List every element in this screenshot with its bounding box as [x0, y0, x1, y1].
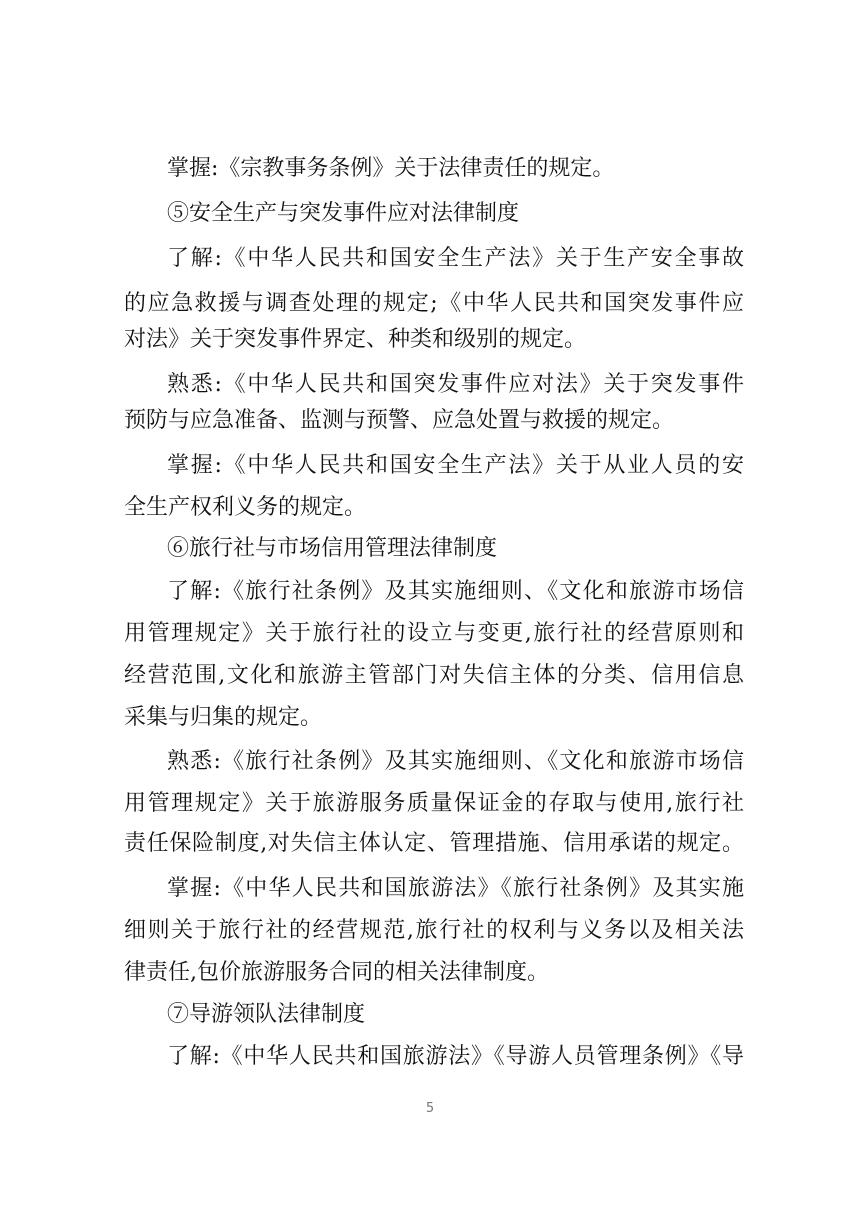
paragraph-line: 了解:《中华人民共和国旅游法》《导游人员管理条例》《导	[167, 1044, 744, 1069]
section-heading: ⑦导游领队法律制度	[167, 1002, 366, 1027]
section-heading: ⑥旅行社与市场信用管理法律制度	[167, 536, 498, 561]
section-heading: ⑤安全生产与突发事件应对法律制度	[167, 201, 520, 226]
paragraph-line: 熟悉:《中华人民共和国突发事件应对法》关于突发事件	[167, 372, 744, 397]
paragraph-line: 用管理规定》关于旅游服务质量保证金的存取与使用,旅行社	[124, 791, 744, 816]
paragraph-line: 掌握:《中华人民共和国旅游法》《旅行社条例》及其实施	[167, 876, 744, 901]
paragraph-line: 了解:《旅行社条例》及其实施细则、《文化和旅游市场信	[167, 579, 744, 604]
page-number: 5	[425, 1101, 435, 1116]
paragraph-line: 熟悉:《旅行社条例》及其实施细则、《文化和旅游市场信	[167, 749, 744, 774]
paragraph-line: 了解:《中华人民共和国安全生产法》关于生产安全事故	[167, 246, 744, 271]
paragraph-line: 细则关于旅行社的经营规范,旅行社的权利与义务以及相关法	[124, 918, 744, 943]
paragraph-line: 掌握:《中华人民共和国安全生产法》关于从业人员的安	[167, 453, 744, 478]
paragraph-line: 全生产权利义务的规定。	[124, 495, 367, 520]
paragraph-line: 掌握:《宗教事务条例》关于法律责任的规定。	[167, 156, 615, 181]
paragraph-line: 对法》关于突发事件界定、种类和级别的规定。	[124, 327, 587, 352]
paragraph-line: 责任保险制度,对失信主体认定、管理措施、信用承诺的规定。	[124, 831, 744, 856]
paragraph-line: 律责任,包价旅游服务合同的相关法律制度。	[124, 960, 549, 985]
paragraph-line: 预防与应急准备、监测与预警、应急处置与救援的规定。	[124, 408, 675, 433]
paragraph-line: 采集与归集的规定。	[124, 705, 323, 730]
paragraph-line: 用管理规定》关于旅行社的设立与变更,旅行社的经营原则和	[124, 621, 744, 646]
paragraph-line: 的应急救援与调查处理的规定;《中华人民共和国突发事件应	[124, 291, 744, 316]
paragraph-line: 经营范围,文化和旅游主管部门对失信主体的分类、信用信息	[124, 663, 744, 688]
